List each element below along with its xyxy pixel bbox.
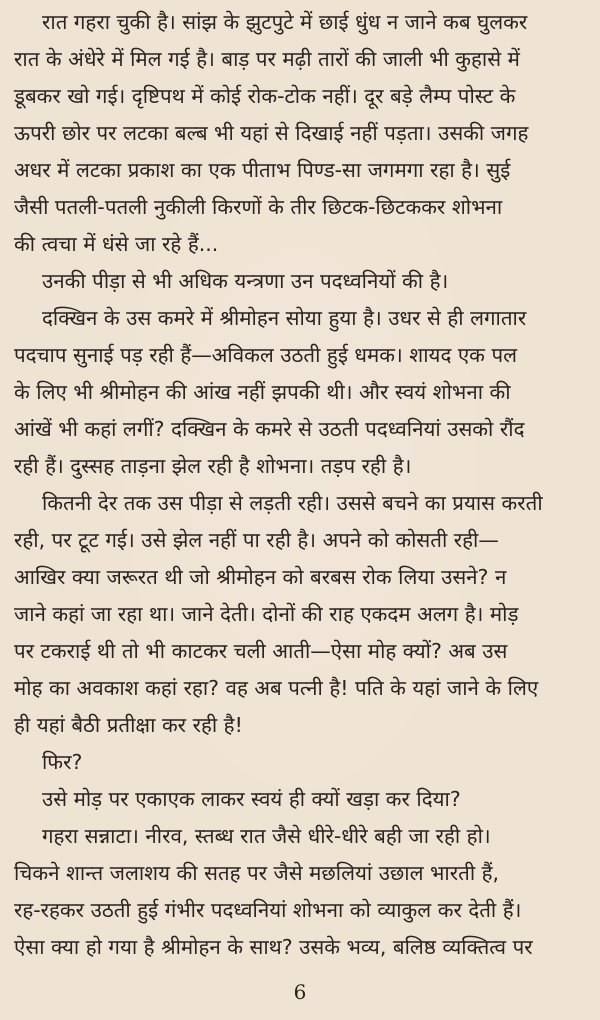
- page-number: 6: [293, 980, 307, 1004]
- text-line: ऐसा क्या हो गया है श्रीमोहन के साथ? उसके भव्य, बलिष्ठ व्यक्तित्व पर: [14, 935, 533, 959]
- text-line: रह-रहकर उठती हुई गंभीर पदध्वनियां शोभना को व्याकुल कर देती हैं।: [14, 898, 522, 922]
- text-line: कितनी देर तक उस पीड़ा से लड़ती रही। उससे बचने का प्रयास करती: [42, 491, 543, 515]
- text-line: जैसी पतली-पतली नुकीली किरणों के तीर छिटक-छिटककर शोभना: [14, 195, 503, 219]
- text-line: उनकी पीड़ा से भी अधिक यन्त्रणा उन पदध्वनियों की है।: [42, 269, 449, 293]
- text-line: फिर?: [42, 750, 83, 774]
- text-line: ऊपरी छोर पर लटका बल्ब भी यहां से दिखाई नहीं पड़ता। उसकी जगह: [14, 121, 529, 145]
- text-line: के लिए भी श्रीमोहन की आंख नहीं झपकी थी। और स्वयं शोभना की: [14, 380, 511, 404]
- text-line: अधर में लटका प्रकाश का एक पीताभ पिण्ड-सा जगमगा रहा है। सुई: [14, 158, 511, 182]
- text-line: आंखें भी कहां लगीं? दक्खिन के कमरे से उठती पदध्वनियां उसको रौंद: [14, 417, 525, 441]
- text-line: उसे मोड़ पर एकाएक लाकर स्वयं ही क्यों खड़ा कर दिया?: [42, 787, 461, 811]
- text-line: रही, पर टूट गई। उसे झेल नहीं पा रही है। अपने को कोसती रही—: [14, 528, 499, 552]
- text-line: आखिर क्या जरूरत थी जो श्रीमोहन को बरबस रोक लिया उसने? न: [14, 565, 507, 589]
- text-line: रही हैं। दुस्सह ताड़ना झेल रही है शोभना। तड़प रही है।: [14, 454, 412, 478]
- text-line: चिकने शान्त जलाशय की सतह पर जैसे मछलियां उछाल भारती हैं,: [14, 861, 500, 885]
- text-line: दक्खिन के उस कमरे में श्रीमोहन सोया हुया है। उधर से ही लगातार: [42, 306, 527, 330]
- text-line: गहरा सन्नाटा। नीरव, स्तब्ध रात जैसे धीरे-धीरे बही जा रही हो।: [42, 824, 491, 848]
- text-line: रात के अंधेरे में मिल गई है। बाड़ पर मढ़ी तारों की जाली भी कुहासे में: [14, 47, 520, 71]
- text-line: रात गहरा चुकी है। सांझ के झुटपुटे में छाई धुंध न जाने कब घुलकर: [42, 10, 528, 34]
- text-line: पदचाप सुनाई पड़ रही हैं—अविकल उठती हुई धमक। शायद एक पल: [14, 343, 517, 367]
- text-line: डूबकर खो गई। दृष्टिपथ में कोई रोक-टोक नहीं। दूर बड़े लैम्प पोस्ट के: [14, 84, 516, 108]
- text-line: मोह का अवकाश कहां रहा? वह अब पत्नी है! पति के यहां जाने के लिए: [14, 676, 539, 700]
- text-line: की त्वचा में धंसे जा रहे हैं...: [14, 232, 219, 256]
- text-line: पर टकराई थी तो भी काटकर चली आती—ऐसा मोह क्यों? अब उस: [14, 639, 508, 663]
- text-line: ही यहां बैठी प्रतीक्षा कर रही है!: [14, 713, 243, 737]
- text-line: जाने कहां जा रहा था। जाने देती। दोनों की राह एकदम अलग है। मोड़: [14, 602, 519, 626]
